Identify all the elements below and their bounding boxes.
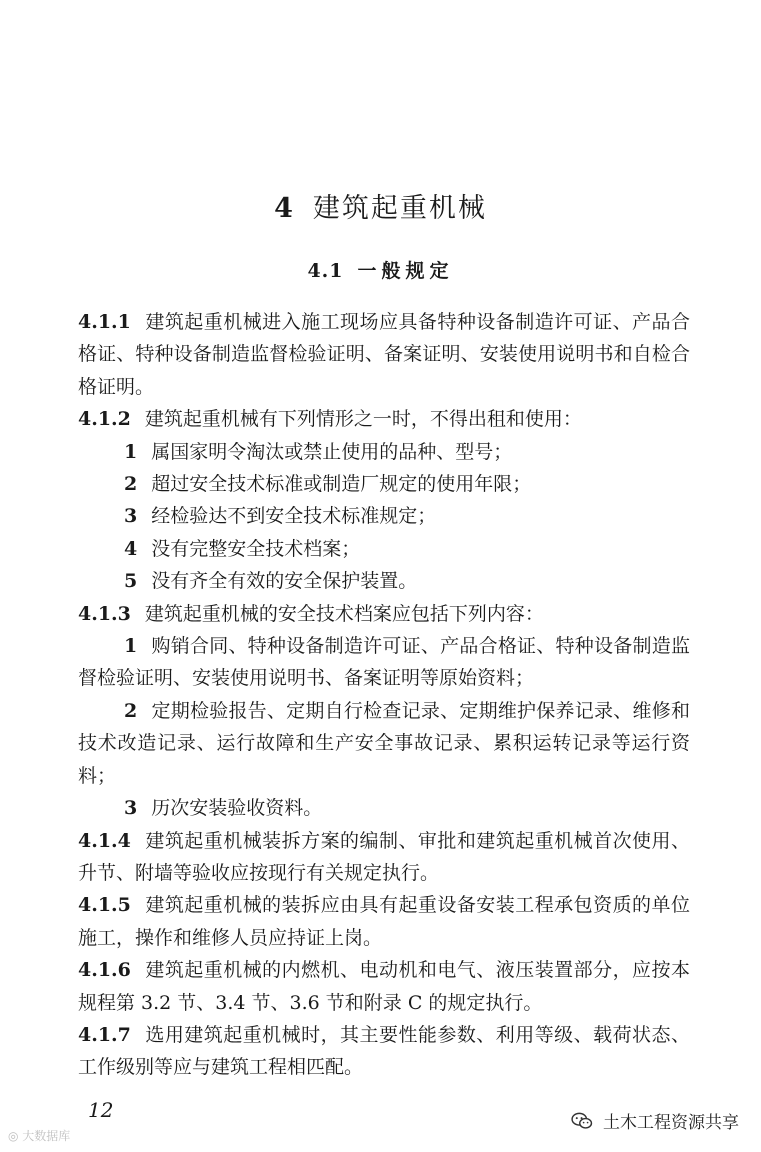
item-text: 超过安全技术标准或制造厂规定的使用年限； [151,473,532,496]
wechat-icon [571,1112,593,1130]
clause-text: 建筑起重机械装拆方案的编制、审批和建筑起重机械首次使用、升节、附墙等验收应按现行有关规定执行。 [78,829,690,884]
chapter-title: 建筑起重机械 [312,193,487,224]
item-text: 历次安装验收资料。 [151,797,323,820]
item-number: 4 [124,537,138,560]
document-body [78,306,690,1084]
item-number: 2 [124,699,138,722]
clause-4-1-4 [78,825,690,890]
clause-text: 建筑起重机械进入施工现场应具备特种设备制造许可证、产品合格证、特种设备制造监督检验证明、备案证明、安装使用说明书和自检合格证明。 [78,311,690,398]
item-text: 经检验达不到安全技术标准规定； [151,505,437,528]
clause-4-1-5 [78,889,690,954]
wechat-account-badge [571,1108,739,1133]
page-number: 12 [88,1098,114,1122]
watermark-icon: ◎ [8,1129,23,1143]
clause-4-1-2 [78,403,690,435]
item-number: 5 [124,570,138,593]
clause-number: 4.1.1 [78,311,131,333]
list-item [78,630,690,695]
item-text: 定期检验报告、定期自行检查记录、定期维护保养记录、维修和技术改造记录、运行故障和生产安全事故记录、累积运转记录等运行资料； [78,699,690,787]
clause-number: 4.1.4 [78,829,131,852]
list-item [78,436,690,468]
item-text: 属国家明令淘汰或禁止使用的品种、型号； [151,440,513,463]
item-text: 购销合同、特种设备制造许可证、产品合格证、特种设备制造监督检验证明、安装使用说明书、备案证明等原始资料； [78,635,690,690]
item-number: 1 [124,440,138,463]
list-item [78,468,690,500]
clause-4-1-3 [78,598,690,630]
clause-4-1-6 [78,954,690,1019]
clause-number: 4.1.6 [78,959,131,982]
item-number: 1 [124,635,138,658]
item-number: 3 [124,505,138,528]
list-item [78,565,690,597]
list-item [78,695,690,792]
item-text: 没有完整安全技术档案； [151,537,361,560]
clause-number: 4.1.2 [78,408,131,431]
clause-text: 建筑起重机械的内燃机、电动机和电气、液压装置部分，应按本规程第 3.2 节、3.4 节、3.6 节和附录 C 的规定执行。 [78,959,690,1014]
list-item [78,533,690,565]
list-item [78,500,690,532]
clause-number: 4.1.5 [78,894,131,917]
section-number: 4.1 [307,260,344,282]
item-number: 2 [124,473,138,496]
wechat-account-name: 土木工程资源共享 [603,1113,739,1133]
clause-number: 4.1.7 [78,1023,131,1046]
section-title: 一般规定 [357,260,454,282]
clause-text: 建筑起重机械的安全技术档案应包括下列内容： [144,602,544,625]
item-number: 3 [124,797,138,820]
clause-4-1-1 [78,306,690,403]
clause-number: 4.1.3 [78,602,131,625]
clause-text: 建筑起重机械的装拆应由具有起重设备安装工程承包资质的单位施工，操作和维修人员应持证上岗。 [78,894,690,949]
list-item [78,792,690,824]
clause-text: 选用建筑起重机械时，其主要性能参数、利用等级、载荷状态、工作级别等应与建筑工程相匹配。 [78,1023,690,1079]
clause-text: 建筑起重机械有下列情形之一时，不得出租和使用： [144,408,582,431]
chapter-heading [0,186,761,225]
watermark-label: 大数据库 [22,1129,71,1143]
item-text: 没有齐全有效的安全保护装置。 [151,570,418,593]
chapter-number: 4 [274,193,295,224]
clause-4-1-7 [78,1019,690,1084]
watermark-text [8,1127,70,1144]
section-heading [0,256,761,283]
